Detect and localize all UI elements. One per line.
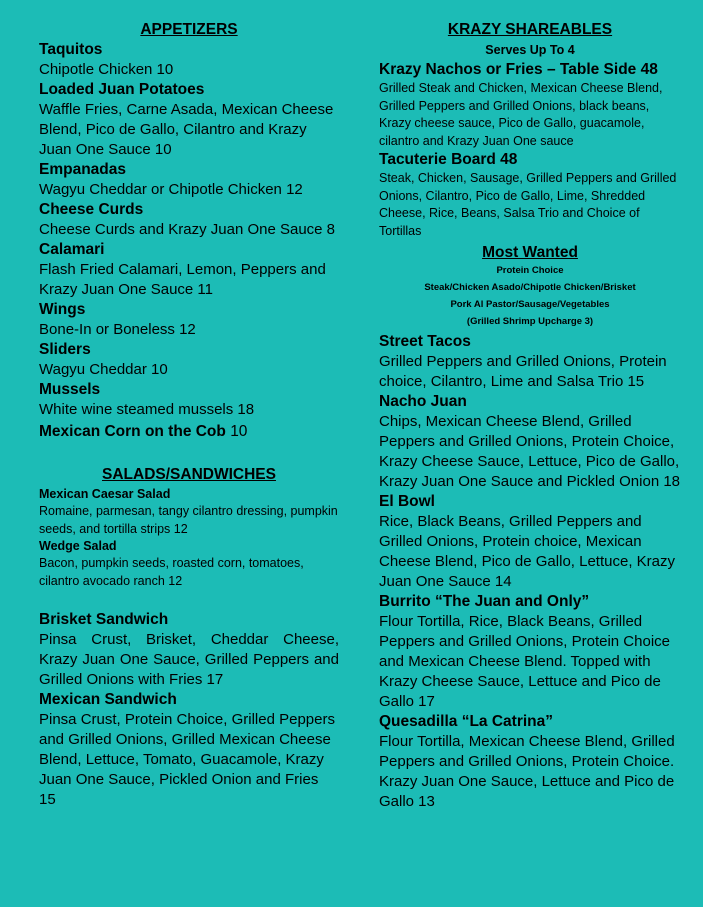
item-price: 10 [230,423,248,440]
menu-item-burrito [379,592,681,712]
protein-options-line-2: Pork Al Pastor/Sausage/Vegetables [450,299,610,310]
menu-item-empanadas [39,160,339,200]
menu-item-loaded-potatoes [39,80,339,160]
item-name: Street Tacos [379,333,471,350]
menu-item-brisket-sandwich [39,610,339,690]
item-desc: Steak, Chicken, Sausage, Grilled Peppers and Grilled Onions, Cilantro, Pico de Gallo, Lime, Shredded Cheese, Rice, Beans, Salsa Trio and Choice of Tortillas [379,171,677,238]
menu-item-nacho-juan [379,392,681,492]
item-desc: Bacon, pumpkin seeds, roasted corn, tomatoes, cilantro avocado ranch 12 [39,556,304,588]
appetizers-heading: APPETIZERS [140,21,238,38]
protein-choice-label: Protein Choice [496,265,564,276]
menu-item-calamari [39,240,339,300]
menu-item-taquitos [39,40,339,80]
menu-item-krazy-nachos [379,60,681,150]
menu-item-el-bowl [379,492,681,592]
item-desc: Waffle Fries, Carne Asada, Mexican Cheese Blend, Pico de Gallo, Cilantro and Krazy Juan One Sauce 10 [39,101,334,158]
menu-item-quesadilla [379,712,681,812]
item-name: Wedge Salad [39,539,117,553]
item-desc: Grilled Peppers and Grilled Onions, Protein choice, Cilantro, Lime and Salsa Trio 15 [379,353,667,390]
item-desc: Chips, Mexican Cheese Blend, Grilled Peppers and Grilled Onions, Protein Choice, Krazy Cheese Sauce, Lettuce, Pico de Gallo, Krazy Juan One Sauce and Pickled Onion 18 [379,413,681,490]
salads-heading: SALADS/SANDWICHES [102,466,276,483]
item-desc: Rice, Black Beans, Grilled Peppers and Grilled Onions, Protein choice, Mexican Cheese Blend, Pico de Gallo, Lettuce, Krazy Juan One Sauce 14 [379,513,676,590]
protein-options-line-1: Steak/Chicken Asado/Chipotle Chicken/Brisket [424,282,636,293]
item-name: Quesadilla “La Catrina” [379,713,553,730]
item-desc: Flour Tortilla, Rice, Black Beans, Grilled Peppers and Grilled Onions, Protein Choice and Mexican Cheese Blend. Topped with Krazy Cheese Sauce, Lettuce and Pico de Gallo 17 [379,613,670,710]
serves-note: Serves Up To 4 [485,43,575,57]
item-desc: Flash Fried Calamari, Lemon, Peppers and Krazy Juan One Sauce 11 [39,261,326,298]
item-desc: White wine steamed mussels 18 [39,401,255,418]
item-name: Calamari [39,241,105,258]
item-desc: Chipotle Chicken 10 [39,61,174,78]
item-desc: Bone-In or Boneless 12 [39,321,196,338]
item-name: Sliders [39,341,91,358]
menu-item-corn [39,422,339,442]
item-desc: Pinsa Crust, Protein Choice, Grilled Peppers and Grilled Onions, Grilled Mexican Cheese Blend, Lettuce, Tomato, Guacamole, Krazy Juan One Sauce, Pickled Onion and Fries 15 [39,711,335,808]
item-desc: Flour Tortilla, Mexican Cheese Blend, Grilled Peppers and Grilled Onions, Protein Choice. Krazy Juan One Sauce, Lettuce and Pico de Gallo 13 [379,733,675,810]
item-name: Wings [39,301,86,318]
right-column [379,20,681,812]
shareables-heading: KRAZY SHAREABLES [447,21,613,38]
menu-item-caesar [39,486,339,538]
item-name: Krazy Nachos or Fries – Table Side 48 [379,61,658,78]
item-name: Mussels [39,381,101,398]
menu-item-tacuterie-board [379,150,681,240]
protein-upcharge-note: (Grilled Shrimp Upcharge 3) [466,316,594,327]
item-name: Mexican Corn on the Cob [39,423,226,440]
left-column [39,20,339,810]
item-desc: Grilled Steak and Chicken, Mexican Cheese Blend, Grilled Peppers and Grilled Onions, black beans, Krazy cheese sauce, Pico de Gallo, guacamole, cilantro and Krazy Juan One sauce [379,81,663,148]
most-wanted-heading: Most Wanted [482,244,578,261]
item-name: El Bowl [379,493,435,510]
item-name: Nacho Juan [379,393,467,410]
item-name: Burrito “The Juan and Only” [379,593,590,610]
item-desc: Romaine, parmesan, tangy cilantro dressing, pumpkin seeds, and tortilla strips 12 [39,504,338,536]
menu-item-cheese-curds [39,200,339,240]
menu-item-wedge [39,538,339,590]
item-name: Loaded Juan Potatoes [39,81,205,98]
item-desc: Wagyu Cheddar or Chipotle Chicken 12 [39,181,303,198]
item-name: Tacuterie Board 48 [379,151,518,168]
item-name: Brisket Sandwich [39,611,169,628]
item-desc: Cheese Curds and Krazy Juan One Sauce 8 [39,221,336,238]
menu-item-wings [39,300,339,340]
item-desc: Wagyu Cheddar 10 [39,361,168,378]
item-name: Taquitos [39,41,103,58]
menu-item-street-tacos [379,332,681,392]
item-desc: Pinsa Crust, Brisket, Cheddar Cheese, Krazy Juan One Sauce, Grilled Peppers and Grilled Onions with Fries 17 [39,631,339,688]
item-name: Empanadas [39,161,127,178]
item-name: Mexican Sandwich [39,691,177,708]
menu-item-mussels [39,380,339,420]
menu-item-mexican-sandwich [39,690,339,810]
item-name: Cheese Curds [39,201,144,218]
menu-item-sliders [39,340,339,380]
item-name: Mexican Caesar Salad [39,487,171,501]
